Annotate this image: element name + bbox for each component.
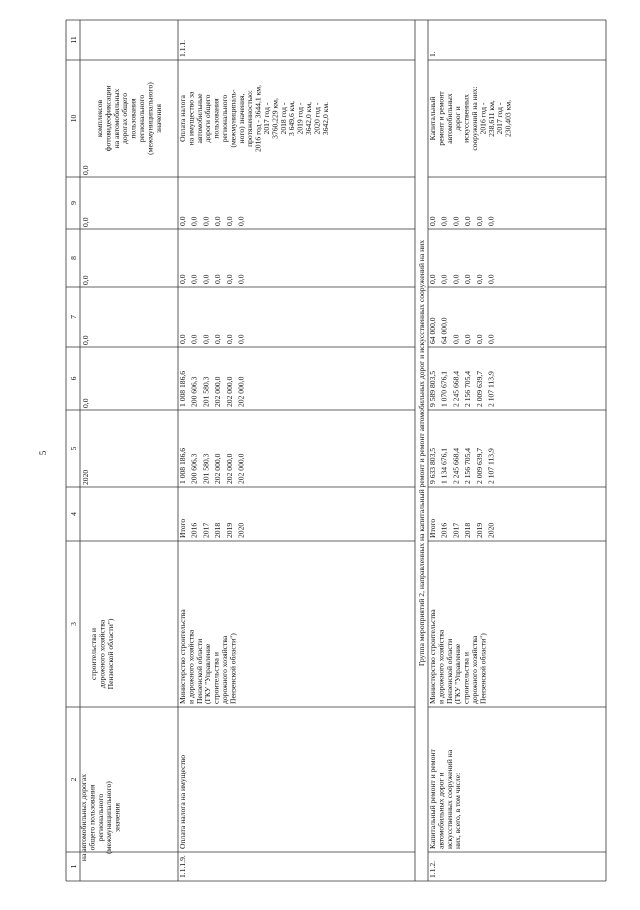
row-indicator-text: 2017 год - xyxy=(495,102,505,135)
cell-value: 0,0 xyxy=(201,274,211,284)
cell-value: 2018 xyxy=(463,522,473,538)
continued-executor-text: Пензенской области") xyxy=(105,618,115,690)
continued-name-text: регионального xyxy=(95,793,105,842)
cell-value: 0,0 xyxy=(189,334,199,344)
cell-value: 1 008 186,6 xyxy=(178,370,187,407)
group-header: Группа мероприятий 2, направленных на капитальный ремонт и ремонт автомобильных дорог и искусственных сооружений на них xyxy=(417,239,426,667)
continued-indicator-text: значения xyxy=(153,104,163,133)
continued-executor-text: строительства и xyxy=(89,628,98,680)
row-executor-text: Министерство строительства xyxy=(428,609,437,704)
row-indicator-text: пользования xyxy=(211,98,221,139)
row-executor-text: и дорожного хозяйства xyxy=(436,629,446,704)
row-indicator-text: (межмуниципаль- xyxy=(228,89,238,148)
cell-value: 202 000,0 xyxy=(236,453,246,484)
cell-value: 0,0 xyxy=(463,216,473,226)
row-indicator-text: Капитальный xyxy=(428,96,437,141)
row-indicator-text: 238,611 км, xyxy=(486,100,496,137)
row-executor-text: Пензенской области xyxy=(444,638,454,704)
row-name-text: них, всего, в том числе: xyxy=(453,772,463,849)
row-indicator-text: регионального xyxy=(220,94,229,143)
continued-executor-text: дорожного хозяйства xyxy=(97,619,107,689)
row-indicator-text: 3 649,6 км, xyxy=(287,100,297,137)
cell-value: 2 107 113,9 xyxy=(486,448,496,484)
continued-name-text: общего пользования xyxy=(87,784,97,851)
cell-value: 0,0 xyxy=(439,274,449,284)
cell-value: 2 009 639,7 xyxy=(474,370,484,407)
cell-value: 2017 xyxy=(201,522,211,538)
cell-value: 0,0 xyxy=(189,216,199,226)
continued-name-text: (межмуниципального) xyxy=(104,781,114,854)
row-executor-text: строительства и xyxy=(461,652,471,704)
cell-value: 0,0 xyxy=(213,334,223,344)
cell-value: 202 000,0 xyxy=(213,376,223,407)
cell-value: 1 008 186,6 xyxy=(178,447,187,484)
column-number: 3 xyxy=(69,622,78,626)
cell-value: 202 000,0 xyxy=(224,453,234,484)
cell-value: 0,0 xyxy=(474,334,484,344)
continued-indicator-text: фотовидеофиксации xyxy=(103,85,113,152)
cell-value: 0,0 xyxy=(213,274,223,284)
row-number: 1.1.2. xyxy=(428,860,437,878)
cell-value: 0,0 xyxy=(463,334,473,344)
cell-value: 0,0 xyxy=(178,334,187,344)
cell-value: 2 245 668,4 xyxy=(451,447,461,484)
column-number: 8 xyxy=(69,256,78,260)
column-number: 11 xyxy=(69,36,78,44)
continued-value: 0,0 xyxy=(81,335,90,345)
row-indicator-text: искусственных xyxy=(461,94,471,143)
cell-value: 0,0 xyxy=(236,334,246,344)
cell-value: 2017 xyxy=(451,522,461,538)
row-executor-text: дорожного хозяйства xyxy=(470,635,479,704)
row-link: 1.1.1. xyxy=(178,39,187,57)
cell-value: 2020 xyxy=(486,522,496,538)
continued-value: 0,0 xyxy=(81,217,90,227)
cell-value: 202 000,0 xyxy=(236,376,246,407)
cell-value: 201 580,3 xyxy=(201,376,211,407)
cell-value: 2 156 705,4 xyxy=(463,370,473,407)
cell-value: 0,0 xyxy=(428,216,437,226)
cell-value: 0,0 xyxy=(201,334,211,344)
row-indicator-text: на имущество за xyxy=(186,91,196,146)
row-indicator-text: 2018 год - xyxy=(278,102,288,135)
row-name-text: Капитальный ремонт и ремонт xyxy=(428,749,437,849)
continued-indicator-text: регионального xyxy=(137,94,146,143)
row-indicator-text: дорог и xyxy=(453,106,463,131)
cell-value: 2 107 113,9 xyxy=(486,371,496,407)
continued-name-text: на автомобильных дорогах xyxy=(79,773,88,862)
continued-value: 0,0 xyxy=(81,275,90,285)
cell-value: 0,0 xyxy=(213,216,223,226)
row-indicator-text: 2019 год - xyxy=(295,102,305,135)
row-executor-text: Пензенской области xyxy=(194,638,204,704)
continued-value: 0,0 xyxy=(81,398,90,408)
row-indicator-text: автомобильные xyxy=(194,93,204,144)
continued-name-text: значения xyxy=(112,803,122,832)
row-indicator-text: 2016 год - xyxy=(478,102,488,135)
cell-value: 0,0 xyxy=(224,274,234,284)
continued-indicator-text: дорогах общего xyxy=(120,92,130,145)
row-executor-text: и дорожного хозяйства xyxy=(186,629,196,704)
cell-value: 0,0 xyxy=(486,274,496,284)
cell-value: 0,0 xyxy=(236,274,246,284)
column-number: 7 xyxy=(69,315,78,319)
column-number: 5 xyxy=(69,446,78,451)
cell-value: 2016 xyxy=(439,522,449,538)
cell-value: 0,0 xyxy=(236,216,246,226)
table-text xyxy=(38,36,513,878)
cell-value: 0,0 xyxy=(451,274,461,284)
cell-value: 2 245 668,4 xyxy=(451,370,461,407)
cell-value: 201 580,3 xyxy=(201,453,211,484)
cell-value: 64 000,0 xyxy=(439,317,449,344)
cell-value: 0,0 xyxy=(224,216,234,226)
cell-value: 2016 xyxy=(189,522,199,538)
row-executor-text: (ГКУ "Управление xyxy=(203,643,213,704)
cell-value: 0,0 xyxy=(178,216,187,226)
row-executor-text: Пензенской области") xyxy=(478,633,488,704)
continued-value: 0,0 xyxy=(81,165,90,175)
row-indicator-text: 3642,0 км, xyxy=(304,101,313,136)
row-indicator-text: 2016 год - 3644,1 км, xyxy=(253,85,263,152)
row-executor-text: Пензенской области") xyxy=(228,633,238,704)
cell-value: 200 606,3 xyxy=(189,453,199,484)
cell-value: 2020 xyxy=(236,522,246,538)
cell-value: 0,0 xyxy=(486,334,496,344)
cell-value: 0,0 xyxy=(463,274,473,284)
continued-indicator-text: (межмуниципального) xyxy=(145,82,155,155)
row-indicator-text: автомобильных xyxy=(444,93,454,144)
row-number: 1.1.1.9. xyxy=(178,855,187,878)
cell-value: 9 633 803,5 xyxy=(428,447,437,484)
column-number: 10 xyxy=(69,114,78,123)
cell-value: 64 000,0 xyxy=(428,317,437,344)
row-indicator-text: 230,403 км, xyxy=(503,100,513,137)
cell-value: 0,0 xyxy=(486,216,496,226)
column-number: 4 xyxy=(69,512,78,516)
cell-value: 0,0 xyxy=(451,216,461,226)
continued-year: 2020 xyxy=(81,469,90,485)
row-indicator-text: сооружений на них: xyxy=(470,86,479,151)
row-link: 1. xyxy=(428,51,437,57)
row-name-text: искусственных сооружений на xyxy=(444,749,454,849)
column-number: 2 xyxy=(69,777,78,782)
cell-value: 0,0 xyxy=(224,334,234,344)
row-indicator-text: дороги общего xyxy=(203,94,213,143)
continued-indicator-text: на автомобильных xyxy=(111,88,121,149)
row-indicator-text: Оплата налога xyxy=(178,95,187,142)
column-number: 6 xyxy=(69,376,78,381)
cell-value: Итого xyxy=(428,518,437,538)
cell-value: 1 070 676,1 xyxy=(439,370,449,407)
cell-value: 0,0 xyxy=(451,334,461,344)
row-name-text: автомобильных дорог и xyxy=(436,772,446,849)
row-executor-text: дорожного хозяйства xyxy=(220,635,229,704)
cell-value: 9 589 803,5 xyxy=(428,370,437,407)
cell-value: 0,0 xyxy=(201,216,211,226)
cell-value: 2 009 639,7 xyxy=(474,447,484,484)
row-indicator-text: ного) значения, xyxy=(236,93,246,144)
cell-value: Итого xyxy=(178,518,187,538)
row-indicator-text: ремонт и ремонт xyxy=(436,91,446,146)
cell-value: 200 606,3 xyxy=(189,376,199,407)
column-number: 9 xyxy=(69,201,78,205)
row-indicator-text: 3642,0 км. xyxy=(320,101,330,136)
page-number: 5 xyxy=(38,450,48,456)
column-number: 1 xyxy=(69,864,78,869)
cell-value: 2019 xyxy=(474,522,484,538)
continued-indicator-text: пользования xyxy=(128,98,138,139)
cell-value: 2018 xyxy=(213,522,223,538)
cell-value: 2019 xyxy=(224,522,234,538)
row-executor-text: строительства и xyxy=(211,652,221,704)
row-executor-text: Министерство строительства xyxy=(178,609,187,704)
cell-value: 1 134 676,1 xyxy=(439,447,449,484)
row-indicator-text: 2020 год - xyxy=(312,102,322,135)
row-indicator-text: 2017 год - xyxy=(262,102,271,135)
row-executor-text: (ГКУ "Управление xyxy=(453,643,463,704)
cell-value: 0,0 xyxy=(439,216,449,226)
continued-indicator-text: комплексов xyxy=(95,99,104,138)
cell-value: 0,0 xyxy=(428,274,437,284)
cell-value: 0,0 xyxy=(189,274,199,284)
row-name-text: Оплата налога на имущество xyxy=(178,754,187,849)
cell-value: 202 000,0 xyxy=(213,453,223,484)
cell-value: 0,0 xyxy=(474,216,484,226)
cell-value: 0,0 xyxy=(178,274,187,284)
row-indicator-text: 3760,229 км, xyxy=(270,98,280,139)
row-indicator-text: протяженностью: xyxy=(245,90,255,147)
cell-value: 2 156 705,4 xyxy=(463,447,473,484)
cell-value: 0,0 xyxy=(474,274,484,284)
cell-value: 202 000,0 xyxy=(224,376,234,407)
